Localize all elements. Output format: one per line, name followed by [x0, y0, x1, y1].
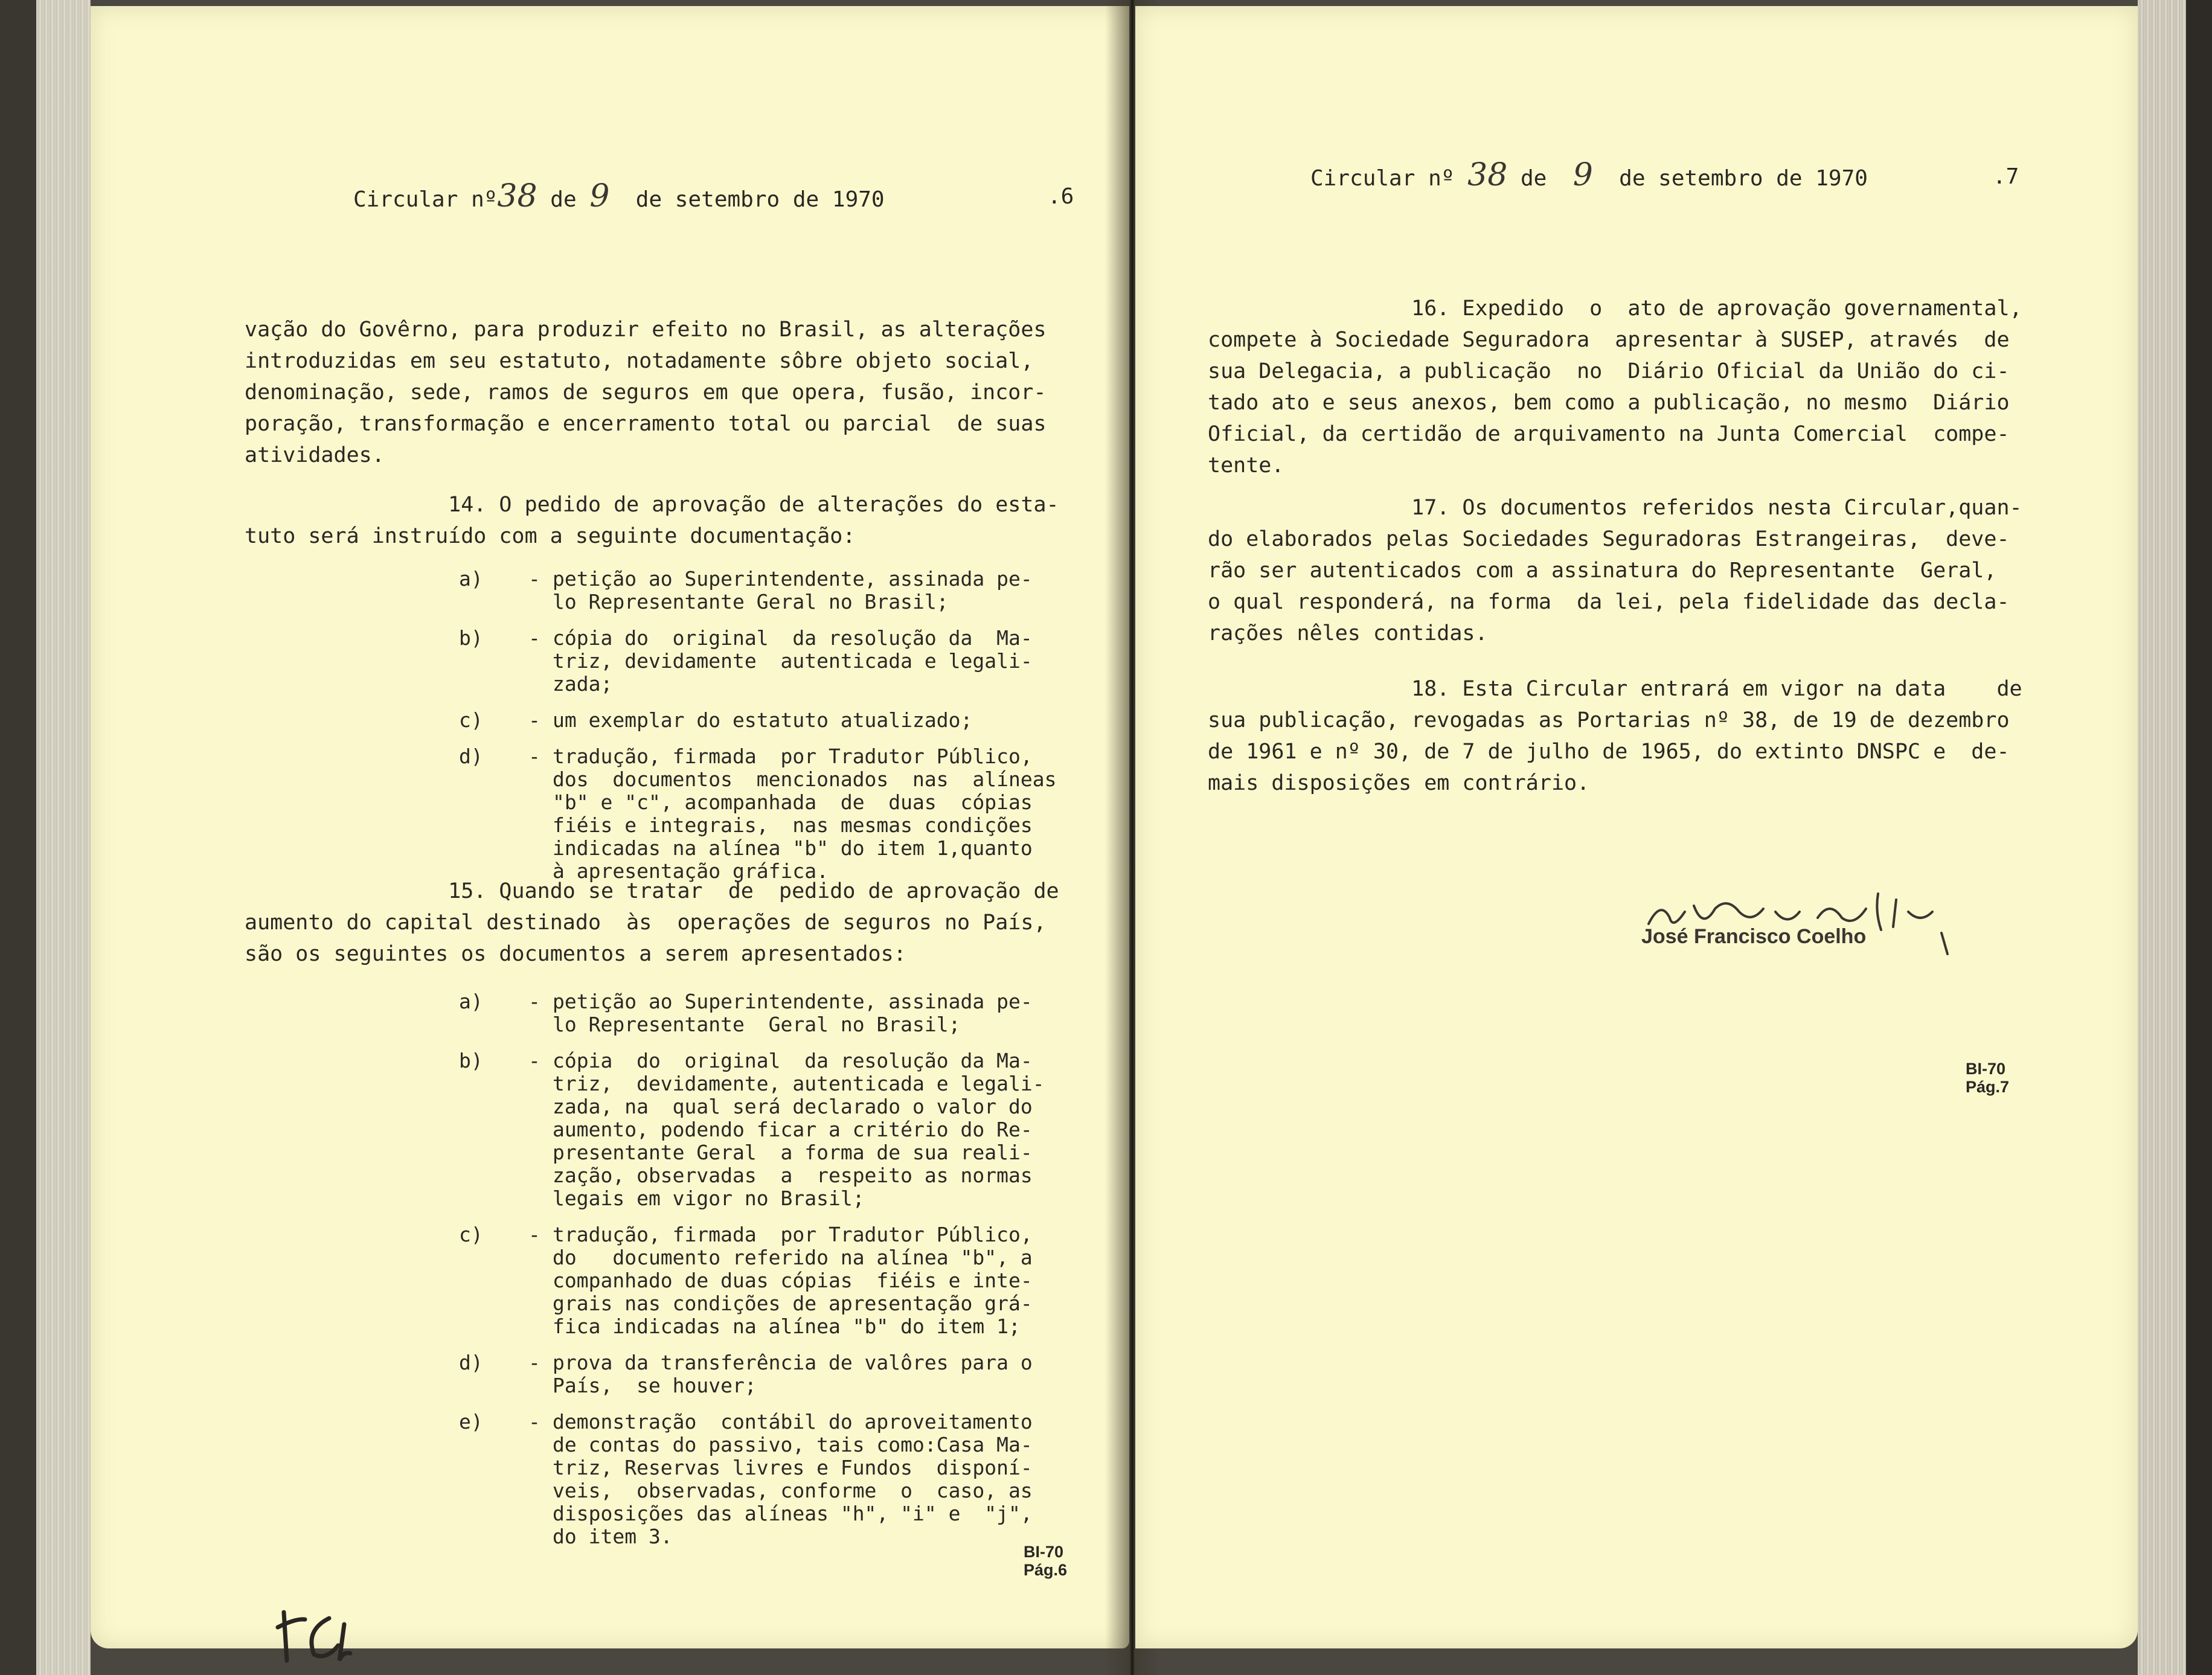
item-line: tradução, firmada por Tradutor Público,	[553, 745, 1033, 768]
text-line: aumento do capital destinado às operações de seguros no País,	[245, 911, 1047, 935]
text-line: tado ato e seus anexos, bem como a publicação, no mesmo Diário	[1208, 391, 2010, 415]
list-item	[459, 1351, 1045, 1397]
item-line: cópia do original da resolução da Ma-	[553, 626, 1033, 650]
text-line: tente.	[1208, 453, 1284, 478]
item-dash: -	[528, 1223, 540, 1246]
item-line: triz, Reservas livres e Fundos disponí-	[553, 1456, 1033, 1479]
item-body	[553, 990, 1033, 1036]
list-item	[459, 1223, 1045, 1338]
item-line: prova da transferência de valôres para o	[553, 1351, 1033, 1374]
item-line: cópia do original da resolução da Ma-	[553, 1049, 1033, 1072]
item-label: b)	[459, 626, 483, 650]
item-label: b)	[459, 1049, 483, 1072]
list-item	[459, 709, 1056, 732]
header-date-suffix: de setembro de 1970	[1619, 166, 1868, 191]
footer-page: Pág.6	[1024, 1561, 1068, 1579]
item-label: a)	[459, 567, 483, 591]
header-day: 9	[589, 178, 610, 214]
text-line: sua Delegacia, a publicação no Diário Oficial da União do ci-	[1208, 359, 2010, 383]
item-line: demonstração contábil do aproveitamento	[553, 1410, 1033, 1433]
item-line: triz, devidamente, autenticada e legali-	[553, 1072, 1045, 1095]
text-line: 16. Expedido o ato de aprovação governamental,	[1208, 296, 2022, 321]
item-dash: -	[528, 567, 540, 591]
item-line: "b" e "c", acompanhada de duas cópias	[553, 790, 1033, 814]
right-book-cover	[2186, 0, 2212, 1675]
text-line: tuto será instruído com a seguinte documentação:	[245, 524, 856, 548]
paragraph-16	[1208, 293, 2022, 481]
item-dash: -	[528, 1049, 540, 1072]
text-line: o qual responderá, na forma da lei, pela fidelidade das decla-	[1208, 590, 2010, 614]
item-line: zada;	[553, 672, 613, 696]
item-line: zação, observadas a respeito as normas	[553, 1164, 1033, 1187]
left-page-footer	[1024, 1543, 1067, 1579]
item-body	[553, 568, 1033, 613]
text-line: Oficial, da certidão de arquivamento na Junta Comercial compe-	[1208, 422, 2010, 446]
item-line: indicadas na alínea "b" do item 1,quanto	[553, 836, 1033, 860]
item-line: um exemplar do estatuto atualizado;	[553, 708, 973, 732]
text-line: 18. Esta Circular entrará em vigor na data de	[1208, 677, 2022, 701]
item-line: legais em vigor no Brasil;	[553, 1187, 865, 1210]
list-item	[459, 627, 1056, 696]
item-line: triz, devidamente autenticada e legali-	[553, 649, 1033, 673]
handwritten-initials	[272, 1594, 368, 1673]
text-line: denominação, sede, ramos de seguros em que opera, fusão, incor-	[245, 380, 1047, 405]
item-line: disposições das alíneas "h", "i" e "j",	[553, 1502, 1033, 1525]
item-line: fica indicadas na alínea "b" do item 1;	[553, 1315, 1021, 1338]
item-body	[553, 1351, 1033, 1397]
item-dash: -	[528, 990, 540, 1013]
text-line: compete à Sociedade Seguradora apresentar à SUSEP, através de	[1208, 328, 2010, 352]
item-dash: -	[528, 626, 540, 650]
text-line: sua publicação, revogadas as Portarias nº 38, de 19 de dezembro	[1208, 708, 2010, 732]
header-prefix: Circular nº	[353, 187, 498, 212]
item-body	[553, 1411, 1033, 1548]
text-line: poração, transformação e encerramento total ou parcial de suas	[245, 412, 1047, 436]
item-label: c)	[459, 708, 483, 732]
item-body	[553, 709, 972, 732]
header-circular-number: 38	[1467, 157, 1508, 193]
left-page-number: .6	[1048, 184, 1074, 209]
item-line: fiéis e integrais, nas mesmas condições	[553, 813, 1033, 837]
footer-code: BI-70	[1024, 1543, 1064, 1561]
paragraph-15-items	[459, 990, 1045, 1561]
header-date-suffix: de setembro de 1970	[635, 187, 885, 212]
right-page-header	[1310, 157, 1868, 193]
text-line: vação do Govêrno, para produzir efeito no Brasil, as alterações	[245, 318, 1047, 342]
item-line: de contas do passivo, tais como:Casa Ma-	[553, 1433, 1033, 1456]
text-line: introduzidas em seu estatuto, notadamente sôbre objeto social,	[245, 349, 1034, 373]
header-de: de	[550, 187, 577, 212]
text-line: atividades.	[245, 443, 385, 467]
footer-code: BI-70	[1966, 1060, 2006, 1078]
text-line: mais disposições em contrário.	[1208, 771, 1590, 795]
item-line: lo Representante Geral no Brasil;	[553, 590, 949, 613]
left-page	[91, 6, 1129, 1648]
left-page-header	[353, 178, 885, 214]
item-line: veis, observadas, conforme o caso, as	[553, 1479, 1033, 1502]
header-day: 9	[1572, 157, 1593, 193]
item-line: do item 3.	[553, 1525, 673, 1548]
item-dash: -	[528, 1410, 540, 1433]
item-line: dos documentos mencionados nas alíneas	[553, 767, 1057, 791]
item-line: País, se houver;	[553, 1374, 757, 1397]
item-label: a)	[459, 990, 483, 1013]
item-line: petição ao Superintendente, assinada pe-	[553, 567, 1033, 591]
list-item	[459, 568, 1056, 613]
item-line: zada, na qual será declarado o valor do	[553, 1095, 1033, 1118]
text-line: rão ser autenticados com a assinatura do Representante Geral,	[1208, 559, 1997, 583]
text-line: 17. Os documentos referidos nesta Circular,quan-	[1208, 496, 2022, 520]
left-book-cover	[0, 0, 36, 1675]
item-label: e)	[459, 1410, 483, 1433]
left-intro-paragraph	[245, 314, 1047, 471]
text-line: de 1961 e nº 30, de 7 de julho de 1965, do extinto DNSPC e de-	[1208, 740, 2010, 764]
item-line: companhado de duas cópias fiéis e inte-	[553, 1269, 1033, 1292]
paragraph-17	[1208, 492, 2022, 649]
item-label: c)	[459, 1223, 483, 1246]
text-line: do elaborados pelas Sociedades Seguradoras Estrangeiras, deve-	[1208, 527, 2010, 551]
header-circular-number: 38	[497, 178, 537, 214]
right-page-number: .7	[1993, 164, 2019, 189]
item-label: d)	[459, 745, 483, 768]
paragraph-14-items	[459, 568, 1056, 896]
item-line: aumento, podendo ficar a critério do Re-	[553, 1118, 1033, 1141]
text-line: 15. Quando se tratar de pedido de aprovação de	[245, 879, 1059, 903]
header-prefix: Circular nº	[1310, 166, 1455, 191]
text-line: são os seguintes os documentos a serem apresentados:	[245, 942, 906, 966]
signer-name: José Francisco Coelho	[1641, 925, 1867, 948]
item-dash: -	[528, 745, 540, 768]
item-line: tradução, firmada por Tradutor Público,	[553, 1223, 1033, 1246]
text-line: rações nêles contidas.	[1208, 621, 1488, 645]
list-item	[459, 745, 1056, 883]
list-item	[459, 1049, 1045, 1210]
item-line: do documento referido na alínea "b", a	[553, 1246, 1033, 1269]
list-item	[459, 990, 1045, 1036]
list-item	[459, 1411, 1045, 1548]
item-line: presentante Geral a forma de sua reali-	[553, 1141, 1033, 1164]
paragraph-15	[245, 876, 1059, 970]
paragraph-14	[245, 489, 1059, 552]
item-line: petição ao Superintendente, assinada pe-	[553, 990, 1033, 1013]
item-body	[553, 1223, 1033, 1338]
item-line: lo Representante Geral no Brasil;	[553, 1013, 961, 1036]
paragraph-18	[1208, 673, 2022, 799]
footer-page: Pág.7	[1966, 1078, 2010, 1096]
item-body	[553, 1049, 1045, 1210]
item-line: grais nas condições de apresentação grá-	[553, 1292, 1033, 1315]
item-line: à apresentação gráfica.	[553, 859, 829, 883]
item-body	[553, 627, 1033, 696]
right-page-footer	[1966, 1060, 2009, 1096]
item-body	[553, 745, 1056, 883]
text-line: 14. O pedido de aprovação de alterações do esta-	[245, 493, 1059, 517]
item-dash: -	[528, 1351, 540, 1374]
right-page	[1135, 6, 2138, 1648]
item-dash: -	[528, 708, 540, 732]
header-de: de	[1520, 166, 1547, 191]
item-label: d)	[459, 1351, 483, 1374]
